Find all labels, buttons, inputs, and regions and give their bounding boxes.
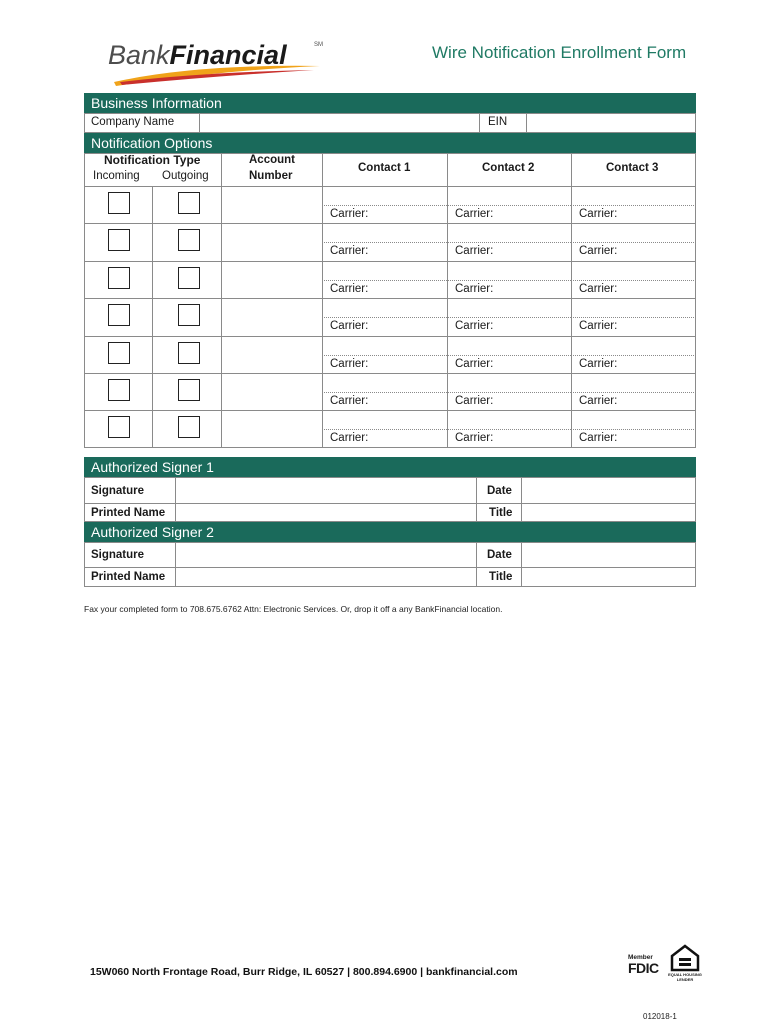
incoming-checkbox[interactable] (108, 379, 130, 401)
fdic-member-text: Member (628, 954, 653, 961)
contact-3-field[interactable] (573, 374, 693, 391)
carrier-label[interactable]: Carrier: (579, 358, 618, 370)
carrier-label[interactable]: Carrier: (579, 320, 618, 332)
outgoing-checkbox[interactable] (178, 304, 200, 326)
incoming-checkbox[interactable] (108, 342, 130, 364)
outgoing-checkbox[interactable] (178, 267, 200, 289)
divider (571, 153, 572, 448)
carrier-divider (447, 280, 571, 281)
contact-1-field[interactable] (324, 299, 444, 316)
contact-1-field[interactable] (324, 337, 444, 354)
contact-3-field[interactable] (573, 262, 693, 279)
carrier-divider (447, 355, 571, 356)
carrier-divider (447, 392, 571, 393)
carrier-label[interactable]: Carrier: (330, 208, 369, 220)
contact-2-header: Contact 2 (482, 162, 535, 174)
carrier-label[interactable]: Carrier: (330, 245, 369, 257)
divider (479, 113, 480, 133)
contact-2-field[interactable] (449, 187, 569, 204)
carrier-label[interactable]: Carrier: (455, 245, 494, 257)
carrier-divider (447, 429, 571, 430)
carrier-divider (571, 392, 696, 393)
contact-1-field[interactable] (324, 187, 444, 204)
contact-3-field[interactable] (573, 224, 693, 241)
carrier-divider (447, 242, 571, 243)
form-title: Wire Notification Enrollment Form (432, 43, 687, 62)
authorized-signer-1-header: Authorized Signer 1 (84, 457, 696, 477)
contact-1-field[interactable] (324, 224, 444, 241)
authorized-signer-2-header: Authorized Signer 2 (84, 522, 696, 542)
contact-1-field[interactable] (324, 411, 444, 428)
divider (476, 477, 477, 522)
signer-1-signature-label: Signature (91, 485, 145, 497)
signer-1-title-label: Title (489, 507, 513, 519)
signer-1-date-field[interactable] (523, 478, 695, 502)
incoming-checkbox[interactable] (108, 416, 130, 438)
fdic-text: FDIC (628, 960, 659, 976)
outgoing-checkbox[interactable] (178, 379, 200, 401)
account-number-field[interactable] (223, 187, 321, 222)
company-name-field[interactable] (202, 114, 477, 132)
carrier-label[interactable]: Carrier: (455, 320, 494, 332)
carrier-divider (571, 205, 696, 206)
signer-1-signature-field[interactable] (177, 478, 475, 502)
signer-1-title-field[interactable] (523, 504, 695, 521)
divider (199, 113, 200, 133)
carrier-divider (571, 355, 696, 356)
notification-type-label: Notification Type (104, 153, 201, 167)
carrier-label[interactable]: Carrier: (455, 432, 494, 444)
carrier-label[interactable]: Carrier: (455, 283, 494, 295)
contact-1-field[interactable] (324, 262, 444, 279)
carrier-divider (571, 429, 696, 430)
account-number-field[interactable] (223, 411, 321, 446)
divider (526, 113, 527, 133)
contact-3-field[interactable] (573, 187, 693, 204)
account-number-field[interactable] (223, 299, 321, 334)
carrier-label[interactable]: Carrier: (579, 432, 618, 444)
signer-2-printed-name-field[interactable] (177, 568, 475, 586)
signer-1-printed-name-label: Printed Name (91, 507, 166, 519)
carrier-divider (322, 355, 447, 356)
divider (175, 542, 176, 587)
carrier-label[interactable]: Carrier: (455, 395, 494, 407)
carrier-label[interactable]: Carrier: (330, 283, 369, 295)
divider (521, 542, 522, 587)
incoming-checkbox[interactable] (108, 304, 130, 326)
signer-2-signature-field[interactable] (177, 543, 475, 566)
svg-text:BankFinancial: BankFinancial (108, 40, 287, 70)
ein-label: EIN (488, 116, 508, 128)
account-number-field[interactable] (223, 262, 321, 297)
divider (476, 542, 477, 587)
divider (322, 153, 323, 448)
account-number-field[interactable] (223, 337, 321, 372)
signer-2-date-field[interactable] (523, 543, 695, 566)
contact-3-header: Contact 3 (606, 162, 659, 174)
divider (152, 186, 153, 448)
divider (447, 153, 448, 448)
contact-1-field[interactable] (324, 374, 444, 391)
contact-3-field[interactable] (573, 299, 693, 316)
bankfinancial-logo (106, 36, 328, 86)
outgoing-checkbox[interactable] (178, 229, 200, 251)
company-name-label: Company Name (91, 116, 175, 128)
carrier-label[interactable]: Carrier: (579, 283, 618, 295)
contact-2-field[interactable] (449, 337, 569, 354)
carrier-divider (322, 392, 447, 393)
business-information-header: Business Information (84, 93, 696, 113)
carrier-divider (322, 429, 447, 430)
account-label: Account (249, 154, 295, 166)
contact-3-field[interactable] (573, 411, 693, 428)
contact-2-field[interactable] (449, 374, 569, 391)
signer-2-title-field[interactable] (523, 568, 695, 586)
divider (521, 477, 522, 522)
contact-2-field[interactable] (449, 262, 569, 279)
form-code: 012018-1 (643, 1012, 677, 1021)
account-number-field[interactable] (223, 374, 321, 409)
outgoing-label: Outgoing (162, 170, 209, 182)
incoming-checkbox[interactable] (108, 267, 130, 289)
equal-housing-lender-text: EQUAL HOUSING LENDER (668, 972, 702, 982)
outgoing-checkbox[interactable] (178, 192, 200, 214)
carrier-label[interactable]: Carrier: (330, 432, 369, 444)
carrier-label[interactable]: Carrier: (579, 208, 618, 220)
signer-2-date-label: Date (487, 549, 512, 561)
carrier-label[interactable]: Carrier: (579, 395, 618, 407)
carrier-divider (571, 242, 696, 243)
incoming-label: Incoming (93, 170, 140, 182)
incoming-checkbox[interactable] (108, 192, 130, 214)
carrier-divider (322, 317, 447, 318)
contact-2-field[interactable] (449, 299, 569, 316)
account-number-field[interactable] (223, 224, 321, 259)
carrier-divider (322, 242, 447, 243)
fax-instructions: Fax your completed form to 708.675.6762 Attn: Electronic Services. Or, drop it off a any BankFinancial location. (84, 604, 503, 614)
signer-1-printed-name-field[interactable] (177, 504, 475, 521)
contact-2-field[interactable] (449, 411, 569, 428)
carrier-divider (571, 280, 696, 281)
contact-1-header: Contact 1 (358, 162, 411, 174)
signer-2-signature-label: Signature (91, 549, 145, 561)
outgoing-checkbox[interactable] (178, 342, 200, 364)
carrier-label[interactable]: Carrier: (455, 208, 494, 220)
signer-2-title-label: Title (489, 571, 513, 583)
contact-2-field[interactable] (449, 224, 569, 241)
carrier-label[interactable]: Carrier: (455, 358, 494, 370)
carrier-label[interactable]: Carrier: (330, 320, 369, 332)
carrier-label[interactable]: Carrier: (330, 358, 369, 370)
divider (221, 153, 222, 448)
incoming-checkbox[interactable] (108, 229, 130, 251)
fdic-logo (628, 954, 668, 978)
carrier-label[interactable]: Carrier: (579, 245, 618, 257)
number-label: Number (249, 170, 293, 182)
notification-options-header: Notification Options (84, 133, 696, 153)
carrier-divider (447, 205, 571, 206)
divider (175, 477, 176, 522)
carrier-divider (571, 317, 696, 318)
carrier-label[interactable]: Carrier: (330, 395, 369, 407)
contact-3-field[interactable] (573, 337, 693, 354)
bank-address: 15W060 North Frontage Road, Burr Ridge, IL 60527 | 800.894.6900 | bankfinancial.com (90, 966, 518, 978)
svg-text:SM: SM (314, 42, 323, 48)
carrier-divider (322, 205, 447, 206)
signer-2-printed-name-label: Printed Name (91, 571, 166, 583)
carrier-divider (447, 317, 571, 318)
carrier-divider (322, 280, 447, 281)
ein-field[interactable] (529, 114, 694, 132)
outgoing-checkbox[interactable] (178, 416, 200, 438)
signer-1-date-label: Date (487, 485, 512, 497)
